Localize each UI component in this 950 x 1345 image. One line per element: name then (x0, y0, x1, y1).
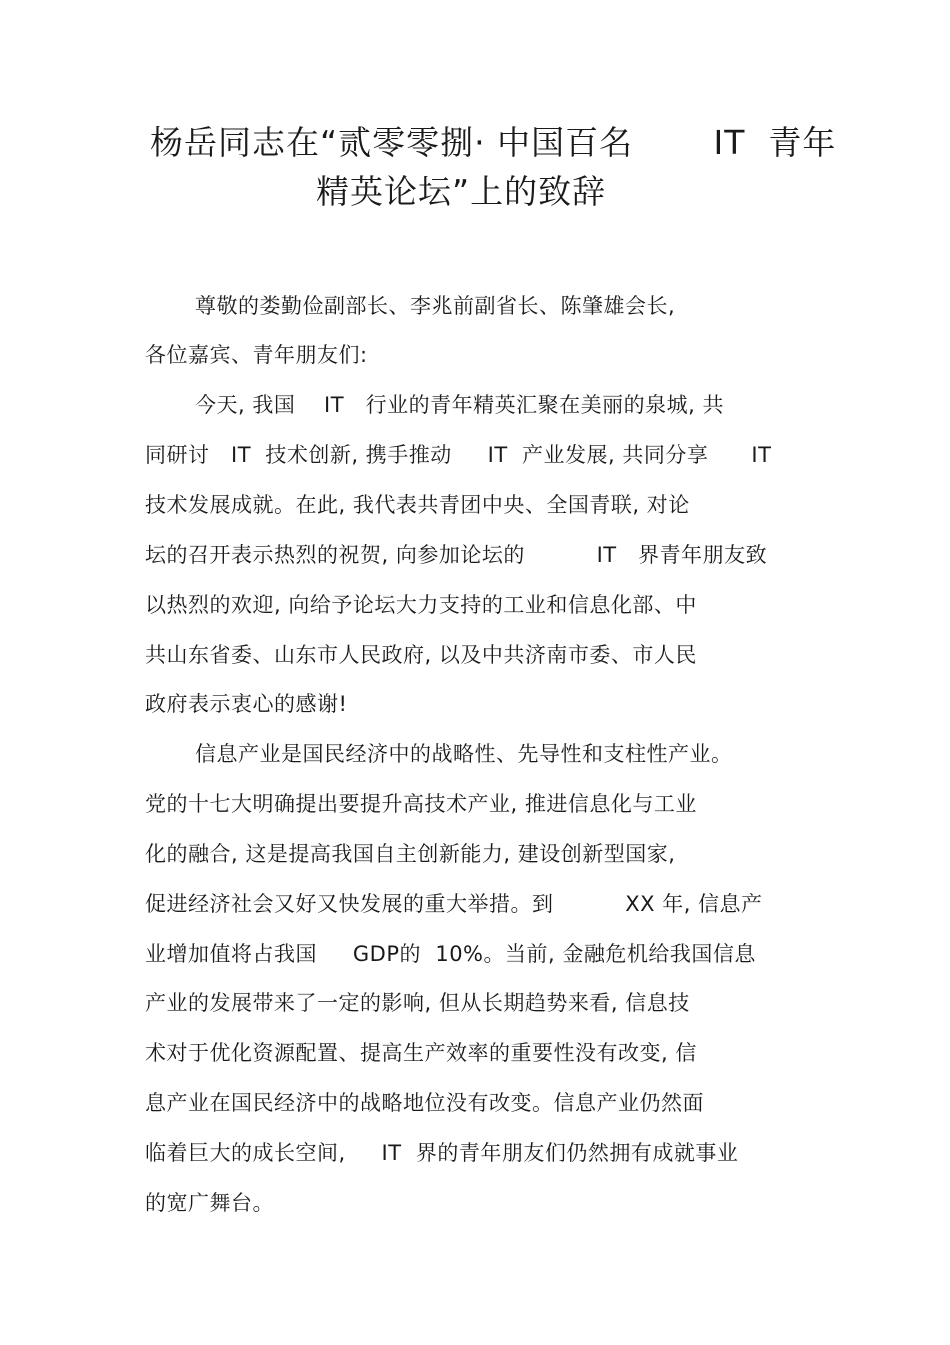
paragraph-2-line-4: 促进经济社会又好又快发展的重大举措。到 XX 年, 信息产 (145, 892, 763, 916)
salutation-line-2: 各位嘉宾、青年朋友们: (145, 343, 368, 367)
paragraph-1-line-4: 坛的召开表示热烈的祝贺, 向参加论坛的 IT 界青年朋友致 (145, 543, 768, 567)
paragraph-1-line-7: 政府表示衷心的感谢! (145, 692, 348, 716)
paragraph-2-line-6: 产业的发展带来了一定的影响, 但从长期趋势来看, 信息技 (145, 991, 690, 1015)
paragraph-1-line-2: 同研讨 IT 技术创新, 携手推动 IT 产业发展, 共同分享 IT (145, 443, 772, 467)
paragraph-1-line-3: 技术发展成就。在此, 我代表共青团中央、全国青联, 对论 (145, 493, 690, 517)
document-title-line-1: 杨岳同志在“贰零零捌· 中国百名 IT 青年 (150, 123, 837, 162)
paragraph-2-line-3: 化的融合, 这是提高我国自主创新能力, 建设创新型国家, (145, 842, 676, 866)
paragraph-2-line-1: 信息产业是国民经济中的战略性、先导性和支柱性产业。 (195, 742, 733, 766)
paragraph-2-line-10: 的宽广舞台。 (145, 1191, 274, 1215)
paragraph-2-line-9: 临着巨大的成长空间, IT 界的青年朋友们仍然拥有成就事业 (145, 1141, 739, 1165)
paragraph-1-line-1: 今天, 我国 IT 行业的青年精英汇聚在美丽的泉城, 共 (195, 393, 724, 417)
paragraph-2-line-5: 业增加值将占我国 GDP的 10%。当前, 金融危机给我国信息 (145, 942, 756, 966)
paragraph-1-line-5: 以热烈的欢迎, 向给予论坛大力支持的工业和信息化部、中 (145, 593, 697, 617)
paragraph-2-line-7: 术对于优化资源配置、提高生产效率的重要性没有改变, 信 (145, 1041, 697, 1065)
paragraph-1-line-6: 共山东省委、山东市人民政府, 以及中共济南市委、市人民 (145, 643, 697, 667)
paragraph-2-line-2: 党的十七大明确提出要提升高技术产业, 推进信息化与工业 (145, 792, 697, 816)
document-title-line-2: 精英论坛”上的致辞 (316, 172, 607, 211)
paragraph-2-line-8: 息产业在国民经济中的战略地位没有改变。信息产业仍然面 (145, 1091, 704, 1115)
salutation-line-1: 尊敬的娄勤俭副部长、李兆前副省长、陈肇雄会长, (195, 294, 676, 318)
